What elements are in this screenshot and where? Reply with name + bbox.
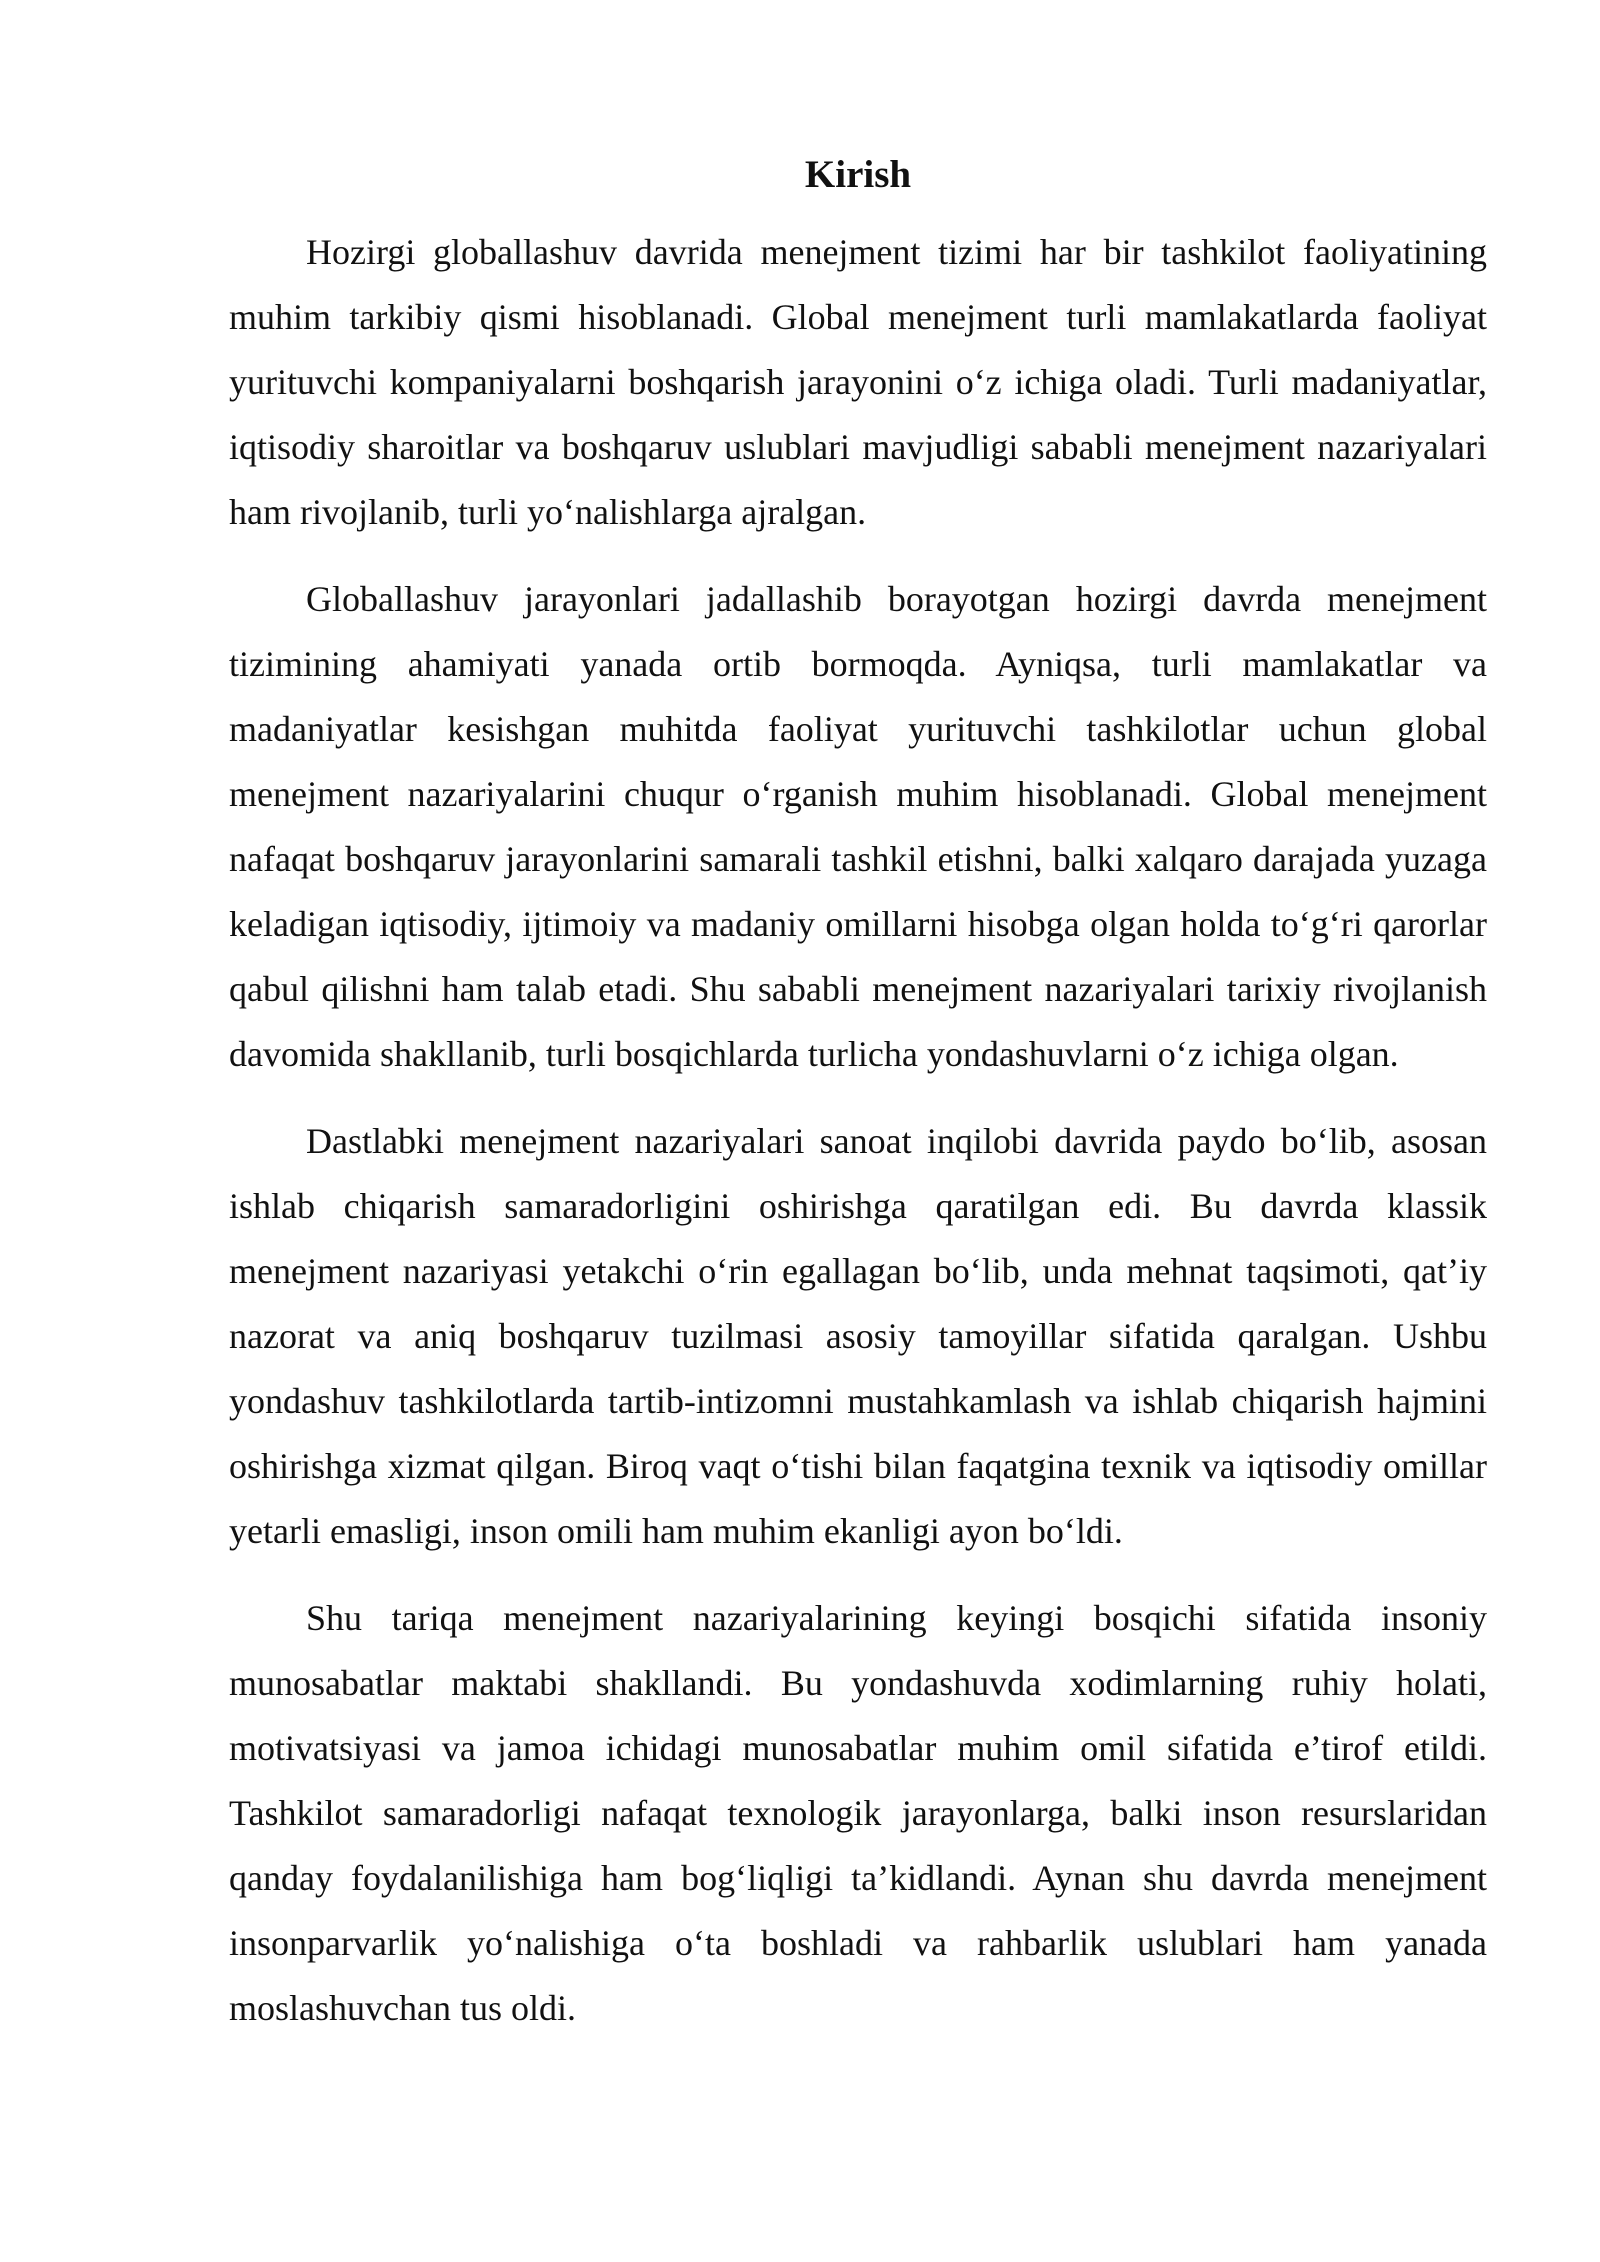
page-title: Kirish xyxy=(804,153,912,196)
document-body xyxy=(229,145,1487,2063)
paragraph-1: Hozirgi globallashuv davrida menejment tizimi har bir tashkilot faoliyatining muhim tarkibiy qismi hisoblanadi. Global menejment turli mamlakatlarda faoliyat yurituvchi kompaniyalarni boshqarish jarayonini oʻz ichiga oladi. Turli madaniyatlar, iqtisodiy sharoitlar va boshqaruv uslublari mavjudligi sababli menejment nazariyalari ham rivojlanib, turli yoʻnalishlarga ajralgan. xyxy=(229,232,1487,532)
paragraph-2: Globallashuv jarayonlari jadallashib borayotgan hozirgi davrda menejment tizimining ahamiyati yanada ortib bormoqda. Ayniqsa, turli mamlakatlar va madaniyatlar kesishgan muhitda faoliyat yurituvchi tashkilotlar uchun global menejment nazariyalarini chuqur oʻrganish muhim hisoblanadi. Global menejment nafaqat boshqaruv jarayonlarini samarali tashkil etishni, balki xalqaro darajada yuzaga keladigan iqtisodiy, ijtimoiy va madaniy omillarni hisobga olgan holda toʻgʻri qarorlar qabul qilishni ham talab etadi. Shu sababli menejment nazariyalari tarixiy rivojlanish davomida shakllanib, turli bosqichlarda turlicha yondashuvlarni oʻz ichiga olgan. xyxy=(229,579,1487,1074)
paragraph-4: Shu tariqa menejment nazariyalarining keyingi bosqichi sifatida insoniy munosabatlar maktabi shakllandi. Bu yondashuvda xodimlarning ruhiy holati, motivatsiyasi va jamoa ichidagi munosabatlar muhim omil sifatida e’tirof etildi. Tashkilot samaradorligi nafaqat texnologik jarayonlarga, balki inson resurslaridan qanday foydalanilishiga ham bogʻliqligi ta’kidlandi. Aynan shu davrda menejment insonparvarlik yoʻnalishiga oʻta boshladi va rahbarlik uslublari ham yanada moslashuvchan tus oldi. xyxy=(229,1598,1487,2028)
paragraph-3: Dastlabki menejment nazariyalari sanoat inqilobi davrida paydo boʻlib, asosan ishlab chiqarish samaradorligini oshirishga qaratilgan edi. Bu davrda klassik menejment nazariyasi yetakchi oʻrin egallagan boʻlib, unda mehnat taqsimoti, qat’iy nazorat va aniq boshqaruv tuzilmasi asosiy tamoyillar sifatida qaralgan. Ushbu yondashuv tashkilotlarda tartib-intizomni mustahkamlash va ishlab chiqarish hajmini oshirishga xizmat qilgan. Biroq vaqt oʻtishi bilan faqatgina texnik va iqtisodiy omillar yetarli emasligi, inson omili ham muhim ekanligi ayon boʻldi. xyxy=(229,1121,1487,1551)
